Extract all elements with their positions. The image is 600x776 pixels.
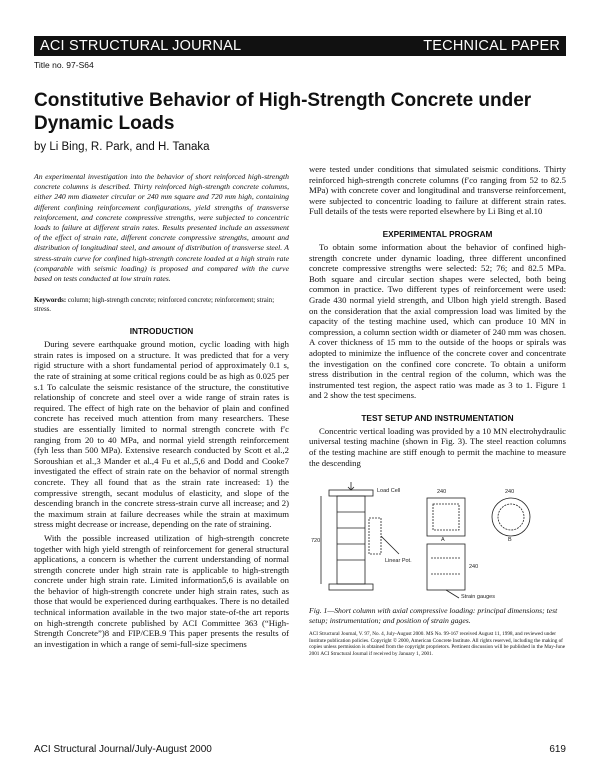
authors: by Li Bing, R. Park, and H. Tanaka: [34, 141, 210, 153]
label-load-cell: Load Cell: [377, 488, 401, 495]
figure-1: [309, 478, 566, 602]
label-diameter: 240: [505, 489, 515, 496]
label-dim-mid: 240: [469, 564, 479, 571]
label-strain-gauges: Strain gauges: [461, 594, 495, 601]
paper-type: TECHNICAL PAPER: [423, 38, 560, 54]
keywords-label: Keywords:: [34, 297, 67, 305]
label-height: 720: [311, 538, 321, 545]
label-dim-top: 240: [437, 489, 447, 496]
journal-header-bar: [34, 36, 566, 56]
instrumented-region: [427, 544, 465, 590]
journal-name: ACI STRUCTURAL JOURNAL: [40, 38, 242, 54]
program-heading: EXPERIMENTAL PROGRAM: [382, 228, 493, 239]
label-potentiometer: Linear Pot.: [385, 558, 412, 565]
program-paragraph: To obtain some information about the behavior of confined high-strength concrete under dynamic loading, three different unconfined concrete compressive strengths were selected: 52; 76; and 82.5 MPa. Both square and circular section shapes were selected, both being common in practice. Two different types of reinforcement were used: Grade 430 normal yield strength, and Ulbon high yield strength. Based on the consideration that the axial compression load was limited by the capacity of the testing machine used, which can produce 10 MN in compression, a column section width or diameter of 240 mm was chosen. A cover thickness of 15 mm to the outside of the hoops or spirals was adopted to minimize the influence of the concrete cover and concentrate the investigation on the confined core concrete. To obtain a uniform stress distribution in the central region of the column, which was the instrumented test region, the aspect ratio was made as 3 to 1. Figure 1 and 2 show the test specimens.: [309, 241, 566, 401]
introduction-heading: INTRODUCTION: [129, 326, 194, 337]
bottom-loading-plate: [329, 584, 373, 590]
setup-paragraph: Concentric vertical loading was provided by a 10 MN electrohydraulic universal testing machine (shown in Fig. 3). The steel reaction columns of the testing machine are stiff enough to permit the machine to measure the descending: [309, 425, 566, 468]
gauge-leader: [446, 590, 459, 598]
label-section-b: B: [508, 537, 512, 544]
paper-title: Constitutive Behavior of High-Strength Concrete under Dynamic Loads: [34, 90, 532, 134]
title-number: Title no. 97-S64: [34, 60, 94, 70]
footer-journal: ACI Structural Journal/July-August 2000: [34, 744, 212, 755]
figure-1-caption: Fig. 1—Short column with axial compressive loading: principal dimensions; test setup; instrumentation; and position of strain gages.: [309, 606, 558, 625]
left-column: [34, 172, 289, 649]
intro-continuation: were tested under conditions that simulated seismic conditions. Thirty reinforced high-strength concrete columns (f′co ranging from 52 to 82.5 MPa) with concrete cover and longitudinal and transverse reinforcement, were subjected to concentric loading to failure at different strain rates. Full details of the tests were reported elsewhere by Li Bing et al.10: [309, 164, 566, 217]
keywords: [34, 296, 289, 314]
top-loading-plate: [329, 490, 373, 496]
page-number: 619: [549, 744, 566, 755]
publication-note: ACI Structural Journal, V. 97, No. 4, July-August 2000. MS No. 99-167 received August 11, 1998, and reviewed under Institute publication policies. Copyright © 2000, American Concrete Institute. All rights reserved, including the making of copies unless permission is obtained from the copyright proprietors. Pertinent discussion will be published in the May-June 2001 ACI Structural Journal if received by January 1, 2001.: [309, 631, 566, 657]
abstract: An experimental investigation into the behavior of short reinforced high-strength concrete columns is described. Thirty reinforced high-strength concrete columns, either 240 mm diameter circular or 240 mm square and 720 mm high, containing different confining reinforcement configurations, yield strengths of transverse reinforcement, and concrete compressive strengths, were subjected to concentric loads to failure at different strain rates. Results presented include an assessment of the effect of strain rate, different concrete compressive strengths, amount and distribution of longitudinal steel, and amount of distribution of transverse steel. A stress-strain curve for confined high-strength concrete loaded at a high strain rate (comparable with seismic loading) is proposed and compared with the curve based on tests conducted at low strain rates.: [34, 172, 289, 284]
introduction-paragraph: During severe earthquake ground motion, cyclic loading with high strain rates is imposed on a structure. It was predicted that for a very rigid structure with a short fundamental period of approximately 0.1 s, the rate of straining at some critical regions could be as high as 0.025 per s.1 To calculate the seismic resistance of the structure, the constitutive relationship of concrete and steel over a wide range of strain rates is required. The effect of high rate on the behavior of plain and confined concrete has received much attention from many researchers. These studies are essentially limited to normal strength concrete with f′c ranging from 20 to 40 MPa, and normal yield strength reinforcement (fyh less than 500 MPa). Extensive research conducted by Scott et al.,2 Soroushian et al.,3 Mander et al.,4 Fu et al.,5,6 and Dodd and Cooke7 investigated the effect of strain rate on the behavior of normal strength concrete. They all found that as the strain rate increased: 1) the compressive strength, secant modulus of elasticity, and slope of the descending branch in the concrete stress-strain curve all increase; and 2) the maximum strain at failure decreases while the strain at maximum stress might decrease or increase, depending on the rate of straining.: [34, 339, 289, 530]
column-elevation: [337, 496, 365, 584]
label-section-a: A: [441, 537, 445, 544]
keywords-text: column; high-strength concrete; reinforced concrete; reinforcement; strain; stress.: [34, 297, 275, 314]
right-column: [309, 164, 566, 657]
potentiometer: [369, 518, 381, 554]
figure-1-diagram: [309, 478, 566, 602]
introduction-paragraph: With the possible increased utilization of high-strength concrete together with high yield strength of reinforcement for general structural applications, a concern is whether the current understanding of normal strength concrete under high strain rate is applicable to high-strength concrete under high strain rate. Limited information5,6 is available on the behavior of high-strength concrete under high strain rates, such as those that would be experienced during earthquakes. There is no detailed technical information available in the two major state-of-the art reports on high-strength concrete published by ACI Committee 363 (“High-Strength Concrete”)8 and FIP/CEB.9 This paper presents the results of an investigation in which a range of semi-full-size specimens: [34, 532, 289, 649]
setup-heading: TEST SETUP AND INSTRUMENTATION: [361, 412, 514, 423]
